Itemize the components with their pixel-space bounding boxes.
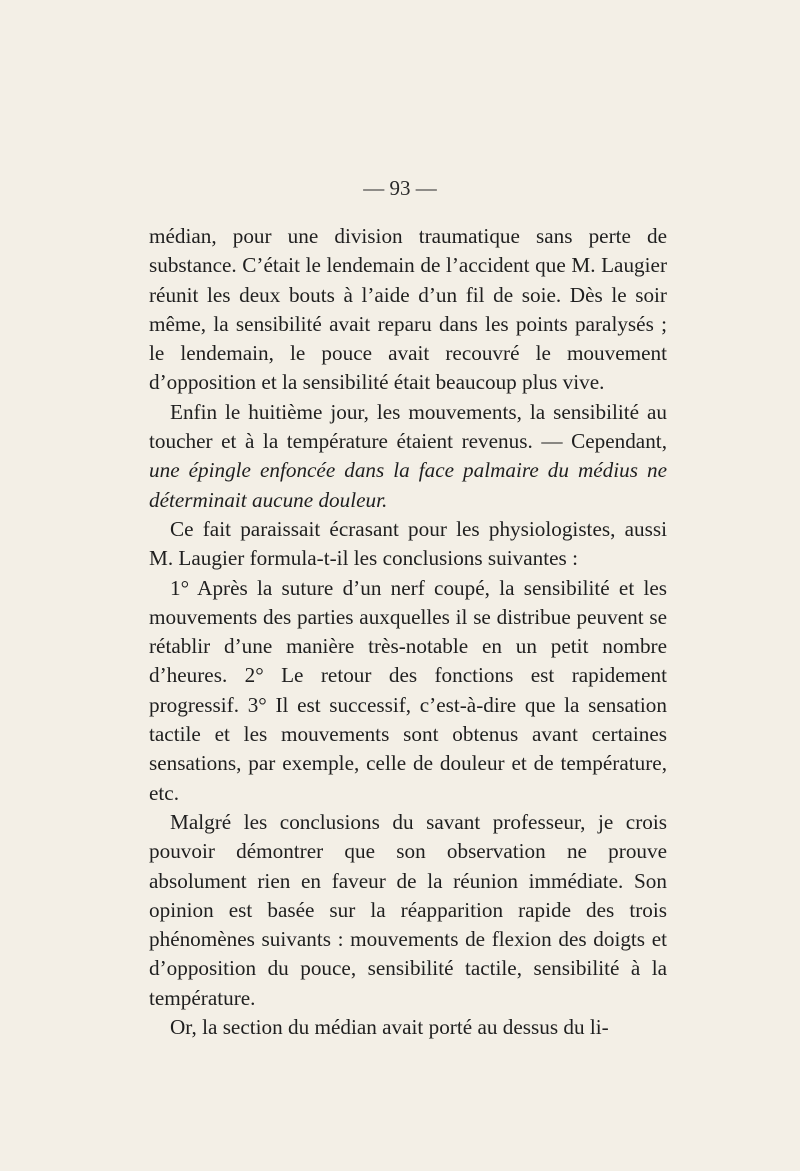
paragraph-text: Ce fait paraissait écrasant pour les physiologistes, aussi M. Laugier formula-t-il les conclusions suivantes : xyxy=(149,516,667,571)
paragraph-text: 1° Après la suture d’un nerf coupé, la sensibilité et les mouvements des parties auxquelles il se distribue peuvent se rétablir d’une manière très-notable en un petit nombre d’heures. 2° Le retour des fonctions est rapidement progressif. 3° Il est successif, c’est-à-dire que la sensation tactile et les mouvements sont obtenus avant certaines sensations, par exemple, celle de douleur et de température, etc. xyxy=(149,575,667,805)
paragraph xyxy=(149,574,667,808)
page-number: — 93 — xyxy=(363,176,437,200)
italic-text: une épingle enfoncée dans la face palmaire du médius ne déterminait aucune douleur. xyxy=(149,458,667,512)
paragraph xyxy=(149,1013,667,1042)
paragraph xyxy=(149,222,667,398)
paragraph-text: médian, pour une division traumatique sans perte de substance. C’était le lendemain de l’accident que M. Laugier réunit les deux bouts à l’aide d’un fil de soie. Dès le soir même, la sensibilité avait reparu dans les points paralysés ; le lendemain, le pouce avait recouvré le mouvement d’opposition et la sensibilité était beaucoup plus vive. xyxy=(149,224,667,395)
body-text xyxy=(149,222,667,1042)
paragraph-text: Enfin le huitième jour, les mouvements, la sensibilité au toucher et à la température étaient revenus. — Cependant, xyxy=(149,399,667,454)
paragraph xyxy=(149,515,667,574)
paragraph-text: Or, la section du médian avait porté au dessus du li- xyxy=(170,1015,609,1040)
paragraph-text: Malgré les conclusions du savant professeur, je crois pouvoir démontrer que son observation ne prouve absolument rien en faveur de la réunion immédiate. Son opinion est basée sur la réapparition rapide des trois phénomènes suivants : mouvements de flexion des doigts et d’opposition du pouce, sensibilité tactile, sensibilité à la température. xyxy=(149,809,667,1010)
paragraph xyxy=(149,398,667,515)
paragraph xyxy=(149,808,667,1013)
